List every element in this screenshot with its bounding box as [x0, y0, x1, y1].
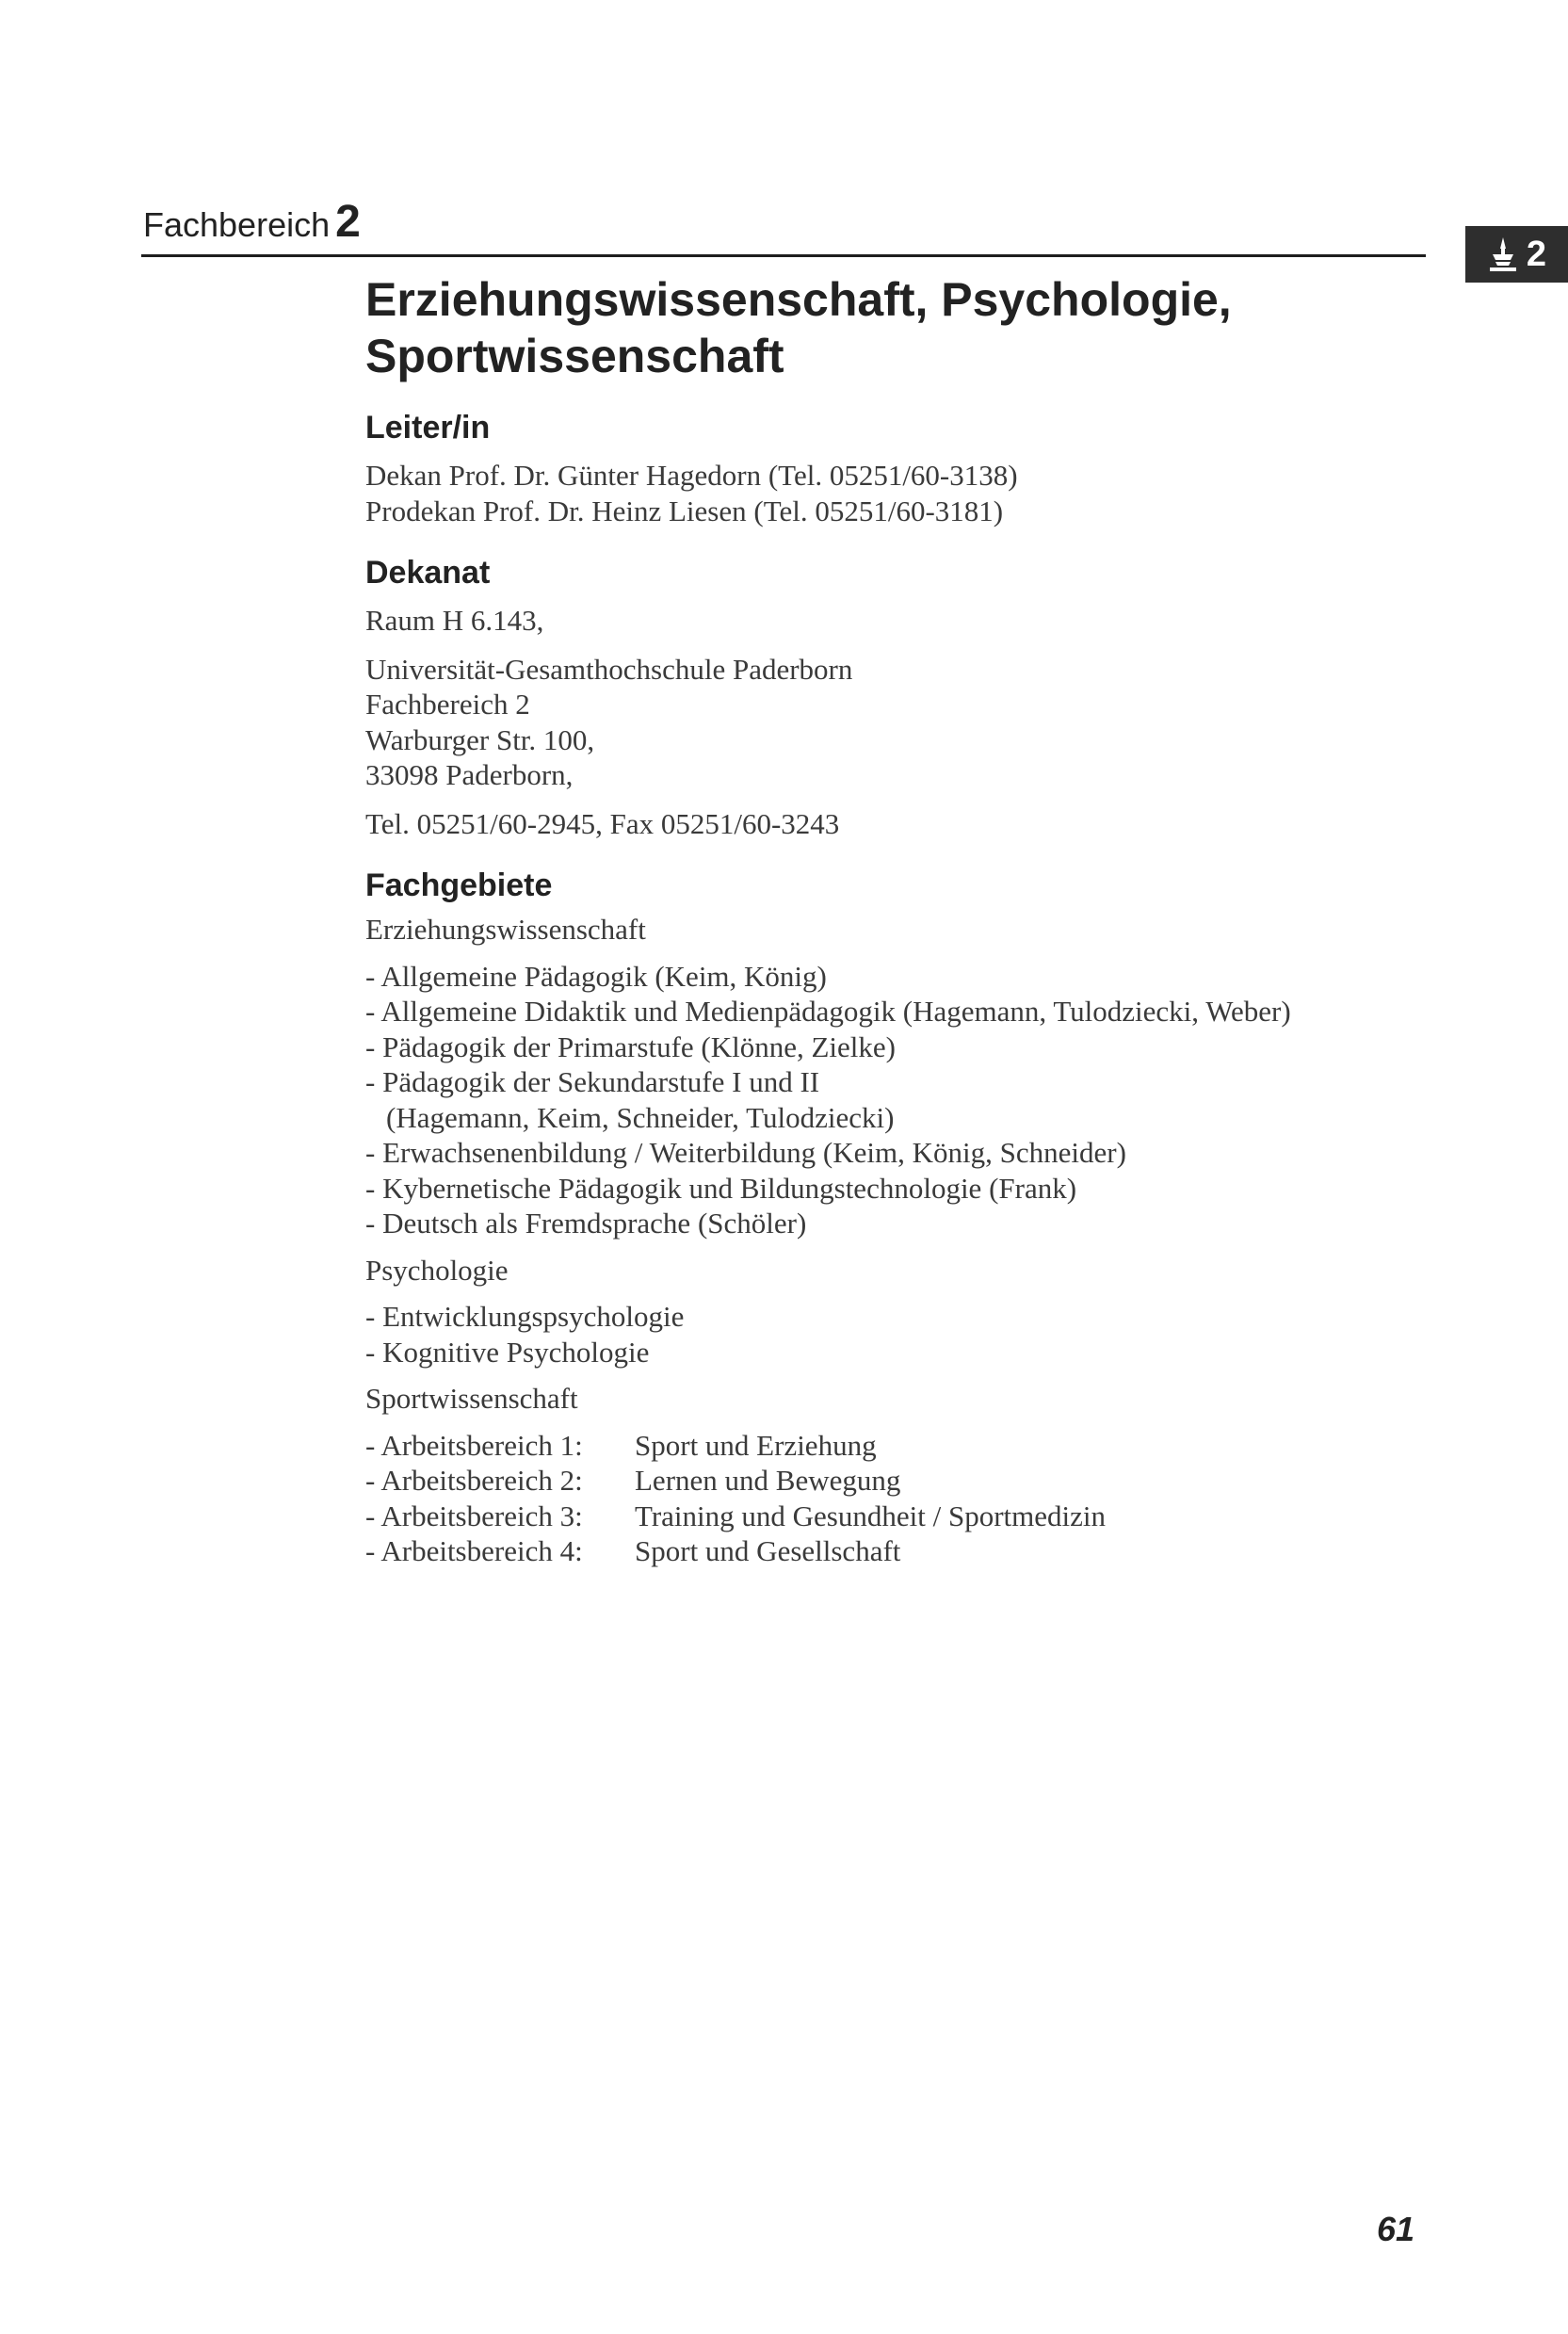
list-item: - Kognitive Psychologie [365, 1335, 650, 1369]
section-heading-fachgebiete: Fachgebiete [365, 867, 553, 903]
section-heading-dekanat: Dekanat [365, 555, 491, 591]
header-rule [141, 254, 1426, 257]
list-item [365, 1533, 1448, 1569]
list-item [365, 1499, 1448, 1534]
area-label: - Arbeitsbereich 3: [365, 1499, 583, 1532]
page-content [365, 271, 1448, 1569]
chapter-tab [1465, 226, 1568, 283]
subsection-title-sport: Sportwissenschaft [365, 1382, 578, 1415]
area-value: Sport und Gesellschaft [635, 1534, 901, 1567]
area-value: Training und Gesundheit / Sportmedizin [635, 1499, 1106, 1532]
area-label: - Arbeitsbereich 1: [365, 1428, 583, 1462]
page-title-line: Erziehungswissenschaft, Psychologie, [365, 273, 1232, 326]
list-item: - Pädagogik der Primarstufe (Klönne, Zielke) [365, 1029, 896, 1063]
list-item: - Kybernetische Pädagogik und Bildungstechnologie (Frank) [365, 1171, 1077, 1205]
list-item: - Allgemeine Pädagogik (Keim, König) [365, 959, 827, 993]
page-title [365, 271, 1448, 384]
running-head-number: 2 [335, 197, 361, 247]
page-title-line: Sportwissenschaft [365, 330, 784, 382]
dekanat-room: Raum H 6.143, [365, 604, 544, 637]
list-item: - Erwachsenenbildung / Weiterbildung (Keim, König, Schneider) [365, 1136, 1126, 1169]
page-number: 61 [1377, 2210, 1415, 2248]
list-item: - Entwicklungspsychologie [365, 1300, 685, 1333]
section-heading-leiter: Leiter/in [365, 410, 491, 446]
list-item-continuation: (Hagemann, Keim, Schneider, Tulodziecki) [386, 1100, 895, 1134]
area-value: Sport und Erziehung [635, 1428, 877, 1462]
leiter-line: Dekan Prof. Dr. Günter Hagedorn (Tel. 05251/60-3138) [365, 459, 1018, 492]
list-item [365, 1463, 1448, 1499]
dekanat-contact: Tel. 05251/60-2945, Fax 05251/60-3243 [365, 806, 840, 840]
list-item: - Pädagogik der Sekundarstufe I und II [365, 1065, 820, 1098]
list-item: - Deutsch als Fremdsprache (Schöler) [365, 1207, 807, 1240]
area-label: - Arbeitsbereich 2: [365, 1464, 583, 1497]
running-head [143, 196, 361, 248]
dekanat-address-line: 33098 Paderborn, [365, 758, 574, 791]
list-item: - Allgemeine Didaktik und Medienpädagogik (Hagemann, Tulodziecki, Weber) [365, 995, 1291, 1028]
area-value: Lernen und Bewegung [635, 1464, 901, 1497]
subsection-title-psychologie: Psychologie [365, 1253, 509, 1287]
area-label: - Arbeitsbereich 4: [365, 1534, 583, 1567]
running-head-label: Fachbereich [143, 205, 331, 244]
dekanat-address-line: Universität-Gesamthochschule Paderborn [365, 652, 853, 686]
chapter-tab-number: 2 [1526, 234, 1547, 274]
university-logo-icon [1487, 235, 1519, 273]
dekanat-address-line: Fachbereich 2 [365, 688, 530, 721]
subsection-title-erziehung: Erziehungswissenschaft [365, 913, 646, 946]
dekanat-address-line: Warburger Str. 100, [365, 722, 595, 756]
leiter-line: Prodekan Prof. Dr. Heinz Liesen (Tel. 05251/60-3181) [365, 494, 1004, 527]
list-item [365, 1428, 1448, 1464]
